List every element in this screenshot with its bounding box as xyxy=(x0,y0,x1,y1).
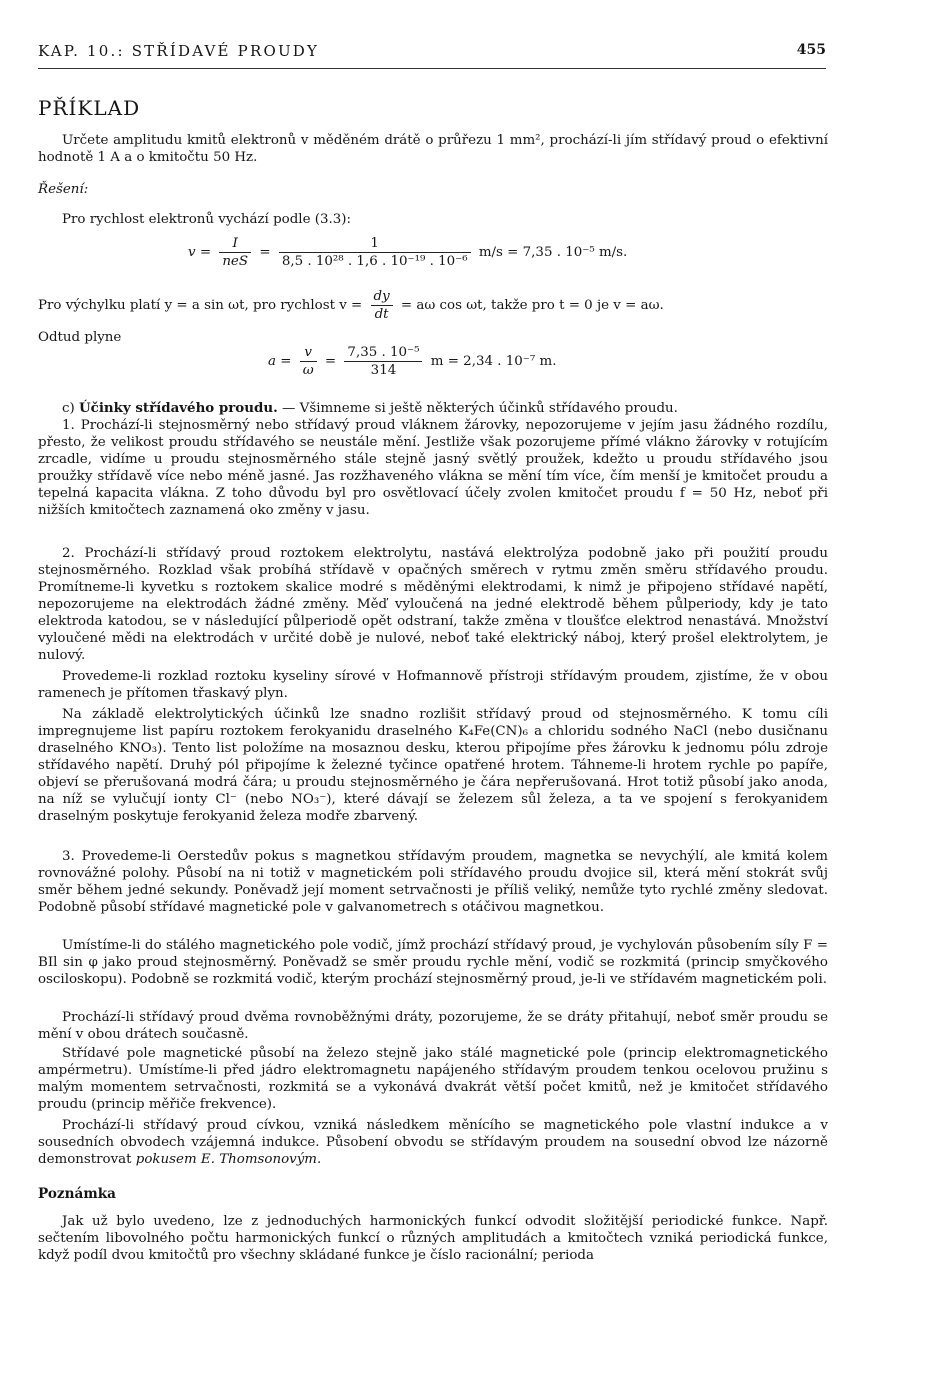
note-heading: Poznámka xyxy=(38,1186,116,1202)
eq3-eqsign: = xyxy=(324,354,337,369)
eq1-fraction-1 xyxy=(219,236,251,269)
eq1-frac2-num: 1 xyxy=(279,236,471,253)
eq1-rhs: m/s = 7,35 . 10⁻⁵ m/s. xyxy=(478,245,628,260)
eq3-frac1-den: ω xyxy=(302,363,314,378)
eq3-frac1-num: v xyxy=(300,345,317,362)
eq2-fraction xyxy=(371,289,393,322)
speed-intro: Pro rychlost elektronů vychází podle (3.3): xyxy=(62,212,352,227)
eq1-fraction-2 xyxy=(279,236,471,269)
paragraph-8: Střídavé pole magnetické působí na železo stejně jako stálé magnetické pole (princip elektromagnetického ampérmetru). Umístíme-li před jádro elektromagnetu napájeného střídavým proudem tenkou ocelovou pružinu s malým momentem setrvačnosti, rozkmitá se a vykonává dvakrát větší počet kmitů, než je kmitočet střídavého proudu (princip měřiče frekvence). xyxy=(38,1046,828,1112)
eq1-lhs: v = xyxy=(188,245,212,260)
paragraph-4: Na základě elektrolytických účinků lze snadno rozlišit střídavý proud od stejnosměrného. K tomu cíli impregnujeme list papíru roztokem ferokyanidu draselného K₄Fe(CN)₆ a chloridu sodného NaCl (nebo dusičnanu draselného KNO₃). Tento list položíme na mosaznou desku, kterou připojíme přes žárovku k jednomu pólu zdroje střídavého napětí. Druhý pól připojíme k železné tyčince opatřené hrotem. Táhneme-li hrotem rychle po papíře, objeví se přerušovaná modrá čára; u proudu stejnosměrného je čára nepřerušovaná. Hrot totiž působí jako anoda, na níž se vylučují ionty Cl⁻ (nebo NO₃⁻), které dávají se železem sůl železa, a ta ve spojení s ferokyanidem draselným poskytuje ferokyanid železa modře zbarvený. xyxy=(38,707,828,824)
eq3-fraction-2 xyxy=(344,345,422,378)
paragraph-9-text: Prochází-li střídavý proud cívkou, vzniká následkem měnícího se magnetického pole vlastní indukce a v sousedních obvodech vzájemná indukce. Působení obvodu se střídavým proudem na sousední obvod lze názorně demonstrovat xyxy=(38,1118,828,1167)
paragraph-5: 3. Provedeme-li Oerstedův pokus s magnetkou střídavým proudem, magnetka se nevychýlí, ale kmitá kolem rovnovážné polohy. Působí na ni totiž v magnetickém poli střídavého proudu dvojice sil, která mění stokrát svůj směr během jedné sekundy. Poněvadž její moment setrvačnosti je příliš veliký, nemůže tyto rychlé změny sledovat. Podobně působí střídavé magnetické pole v galvanometrech s otáčivou magnetkou. xyxy=(38,849,828,915)
section-c-intro: — Všimneme si ještě některých účinků střídavého proudu. xyxy=(277,401,678,416)
eq3-frac2-den: 314 xyxy=(370,363,397,378)
eq1-eqsign: = xyxy=(259,245,271,260)
eq1-frac1-num: I xyxy=(219,236,251,253)
example-problem: Určete amplitudu kmitů elektronů v měděném drátě o průřezu 1 mm², prochází-li jím střídavý proud o efektivní hodnotě 1 A a o kmitočtu 50 Hz. xyxy=(38,133,828,165)
paragraph-1: 1. Prochází-li stejnosměrný nebo střídavý proud vláknem žárovky, nepozorujeme v jejím jasu žádného rozdílu, přesto, že velikost proudu střídavého se neustále mění. Jestliže však pozorujeme přímé vlákno žárovky v rotujícím zrcadle, vidíme u proudu stejnosměrného stále stejně jasný světlý proužek, kdežto u proudu střídavého jsou proužky střídavě více nebo méně jasné. Jas rozžhaveného vlákna se mění tím více, čím menší je kmitočet proudu a tepelná kapacita vlákna. Z toho důvodu byl pro osvětlovací účely zvolen kmitočet proudu f = 50 Hz, neboť při nižších kmitočtech zaznamená oko změny v jasu. xyxy=(38,418,828,518)
page-number: 455 xyxy=(796,42,826,58)
note-paragraph: Jak už bylo uvedeno, lze z jednoduchých harmonických funkcí odvodit složitější periodické funkce. Např. sečtením libovolného počtu harmonických funkcí o různých amplitudách a kmitočtech vzniká periodická funkce, když podíl dvou kmitočtů pro všechny skládané funkce je číslo racionální; perioda xyxy=(38,1214,828,1263)
eq3-lhs: a = xyxy=(268,354,292,369)
paragraph-2: 2. Prochází-li střídavý proud roztokem elektrolytu, nastává elektrolýza podobně jako při použití proudu stejnosměrného. Rozklad však probíhá střídavě v opačných směrech v rytmu změn směru střídavého proudu. Promítneme-li kyvetku s roztokem skalice modré s měděnými elektrodami, k nimž je připojeno střídavé napětí, nepozorujeme na elektrodách žádné změny. Měď vyloučená na jedné elektrodě během půlperiody, kdy je tato elektroda katodou, se v následující půlperiodě opět odstraní, takže změna v tloušťce elektrod nenastává. Množství vyloučené mědi na elektrodách v určité době je nulové, neboť také elektrický náboj, který prošel elektrolytem, je nulový. xyxy=(38,546,828,663)
chapter-title: KAP. 10.: STŘÍDAVÉ PROUDY xyxy=(38,42,320,60)
equation-amplitude xyxy=(268,345,556,378)
paragraph-7: Prochází-li střídavý proud dvěma rovnoběžnými dráty, pozorujeme, že se dráty přitahují, neboť směr proudu se mění v obou drátech současně. xyxy=(38,1010,828,1042)
eq2-num: dy xyxy=(371,289,393,306)
odtud-plyne: Odtud plyne xyxy=(38,330,122,345)
eq3-frac2-num: 7,35 . 10⁻⁵ xyxy=(344,345,422,362)
equation-velocity xyxy=(188,236,627,269)
solution-label: Řešení: xyxy=(38,182,89,197)
example-heading: PŘÍKLAD xyxy=(38,96,141,120)
paragraph-9 xyxy=(38,1117,828,1168)
section-c-heading xyxy=(38,400,828,417)
section-c-title: Účinky střídavého proudu. xyxy=(78,400,278,416)
paragraph-6: Umístíme-li do stálého magnetického pole vodič, jímž prochází střídavý proud, je vychylován působením síly F = BIl sin φ jako proud stejnosměrný. Poněvadž se směr proudu rychle mění, vodič se rozkmitá (princip smyčkového osciloskopu). Podobně se rozkmitá vodič, kterým prochází stejnosměrný proud, je-li ve střídavém magnetickém poli. xyxy=(38,938,828,987)
eq2-den: dt xyxy=(374,307,389,322)
eq2-tail: = aω cos ωt, takže pro t = 0 je v = aω. xyxy=(400,298,664,313)
eq3-fraction-1 xyxy=(300,345,317,378)
eq2-lead: Pro výchylku platí y = a sin ωt, pro rychlost v = xyxy=(38,298,363,313)
equation-displacement xyxy=(38,289,828,322)
paragraph-3: Provedeme-li rozklad roztoku kyseliny sírové v Hofmannově přístroji střídavým proudem, zjistíme, že v obou ramenech je přítomen třaskavý plyn. xyxy=(38,669,828,701)
running-header xyxy=(38,40,826,69)
section-c-label: c) xyxy=(62,401,79,416)
eq1-frac2-den: 8,5 . 10²⁸ . 1,6 . 10⁻¹⁹ . 10⁻⁶ xyxy=(281,254,468,269)
eq1-frac1-den: neS xyxy=(222,254,249,269)
paragraph-9-italic: pokusem E. Thomsonovým. xyxy=(135,1152,322,1167)
eq3-rhs: m = 2,34 . 10⁻⁷ m. xyxy=(430,354,557,369)
